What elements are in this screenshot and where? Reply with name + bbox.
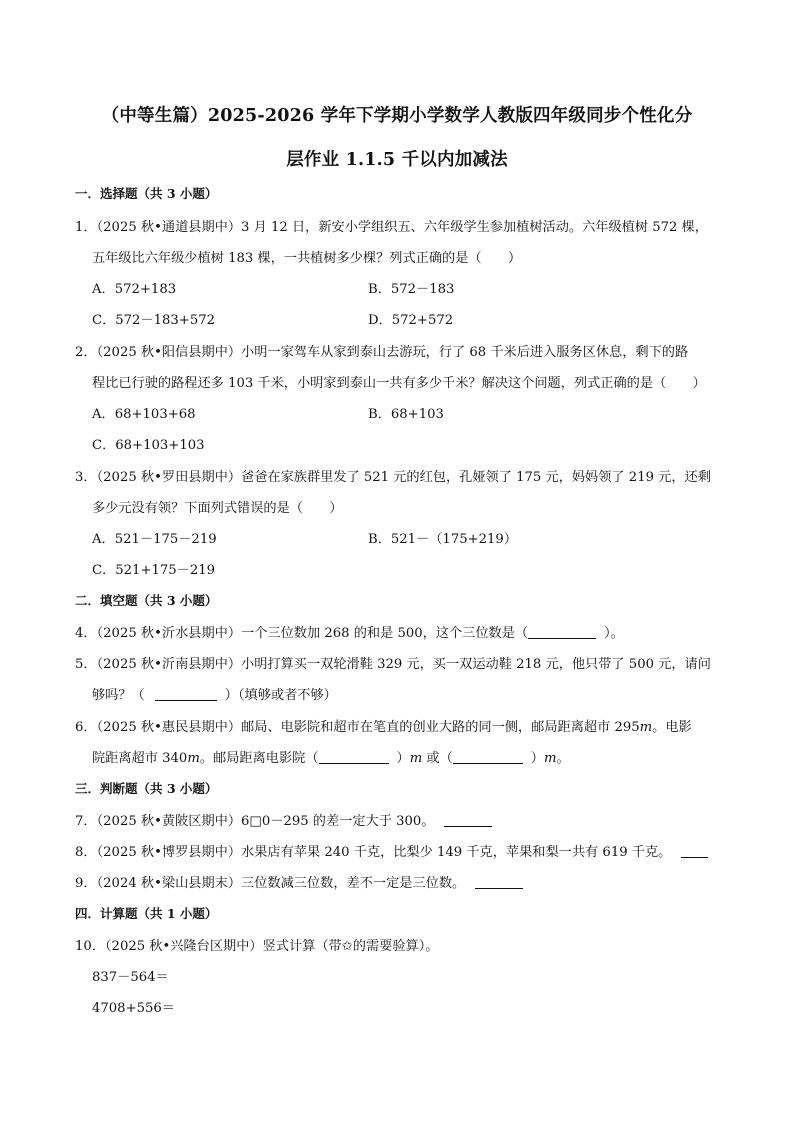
question-6-paren-2: ） <box>530 751 544 766</box>
question-3-option-a[interactable]: A．521－175－219 <box>92 532 217 547</box>
question-6-paren: ） <box>396 751 410 766</box>
question-5-text-end: ）（填够或者不够） <box>224 688 337 703</box>
unit-m: m <box>543 751 557 766</box>
question-1-line-1: 1．（2025 秋•通道县期中）3 月 12 日，新安小学组织五、六年级学生参加植树活动。六年级植树 572 棵， <box>75 220 708 235</box>
question-6-answer-blank-2[interactable] <box>453 750 523 764</box>
question-3-option-c[interactable]: C．521+175－219 <box>92 563 216 578</box>
document-title-line-1: （中等生篇）2025-2026 学年下学期小学数学人教版四年级同步个性化分 <box>101 106 693 126</box>
question-10-expression-1: 837－564＝ <box>92 970 169 985</box>
question-4-text-end: ）。 <box>604 626 624 641</box>
question-8-line <box>75 841 708 860</box>
question-7-text: 7．（2025 秋•黄陂区期中）6□0－295 的差一定大于 300。 <box>75 814 435 829</box>
question-1-option-d[interactable]: D．572+572 <box>368 313 454 328</box>
question-3-option-b[interactable]: B．521－（175+219） <box>368 532 518 547</box>
question-7-line <box>75 810 492 829</box>
question-2-option-c[interactable]: C．68+103+103 <box>92 438 205 453</box>
question-6-line-2 <box>92 747 570 766</box>
unit-m: m <box>639 720 653 735</box>
question-3-line-1: 3．（2025 秋•罗田县期中）爸爸在家族群里发了 521 元的红包，孔娅领了 175 元，妈妈领了 219 元，还剩 <box>75 470 711 485</box>
question-4-line <box>75 622 624 641</box>
question-2-option-a[interactable]: A．68+103+68 <box>92 407 196 422</box>
question-6-line-1 <box>75 716 692 735</box>
question-4-answer-blank[interactable] <box>528 625 596 639</box>
question-8-answer-blank[interactable] <box>681 844 708 858</box>
question-6-text: 6．（2025 秋•惠民县期中）邮局、电影院和超市在笔直的创业大路的同一侧，邮局距离超市 295 <box>75 720 640 735</box>
section-heading-choice: 一．选择题（共 3 小题） <box>75 186 218 201</box>
question-1-option-b[interactable]: B．572－183 <box>368 282 455 297</box>
question-6-or: 或（ <box>422 751 453 766</box>
question-5-text: 够吗？（ <box>92 688 145 703</box>
question-8-text: 8．（2025 秋•博罗县期中）水果店有苹果 240 千克，比梨少 149 千克，苹果和梨一共有 619 千克。 <box>75 845 672 860</box>
question-3-line-2: 多少元没有领？下面列式错误的是（ ） <box>92 501 343 516</box>
question-2-line-1: 2．（2025 秋•阳信县期中）小明一家驾车从家到泰山去游玩，行了 68 千米后进入服务区休息，剩下的路 <box>75 345 689 360</box>
question-1-option-a[interactable]: A．572+183 <box>92 282 177 297</box>
question-9-text: 9．（2024 秋•梁山县期末）三位数减三位数，差不一定是三位数。 <box>75 876 466 891</box>
question-6-text-3: 。邮局距离电影院（ <box>199 751 319 766</box>
question-9-answer-blank[interactable] <box>475 875 523 889</box>
section-heading-judge: 三．判断题（共 3 小题） <box>75 781 218 796</box>
document-title-line-2: 层作业 1.1.5 千以内加减法 <box>286 150 508 170</box>
question-6-text-2: 院距离超市 340 <box>92 751 188 766</box>
question-2-option-b[interactable]: B．68+103 <box>368 407 444 422</box>
question-6-answer-blank-1[interactable] <box>319 750 389 764</box>
question-9-line <box>75 872 523 891</box>
question-4-text: 4．（2025 秋•沂水县期中）一个三位数加 268 的和是 500，这个三位数是（ <box>75 626 529 641</box>
question-5-line-1: 5．（2025 秋•沂南县期中）小明打算买一双轮滑鞋 329 元，买一双运动鞋 218 元，他只带了 500 元，请问 <box>75 657 711 672</box>
question-2-line-2: 程比已行驶的路程还多 103 千米，小明家到泰山一共有多少千米？解决这个问题，列式正确的是（ ） <box>92 376 706 391</box>
question-10-expression-2: 4708+556＝ <box>92 1001 175 1016</box>
question-6-text-cont: 。电影 <box>652 720 692 735</box>
question-7-answer-blank[interactable] <box>444 813 492 827</box>
question-10-line-1: 10．（2025 秋•兴隆台区期中）竖式计算（带✩的需要验算）。 <box>75 939 439 954</box>
section-heading-calc: 四．计算题（共 1 小题） <box>75 906 218 921</box>
question-5-line-2 <box>92 684 337 703</box>
question-1-line-2: 五年级比六年级少植树 183 棵，一共植树多少棵？列式正确的是（ ） <box>92 251 522 266</box>
question-1-option-c[interactable]: C．572－183+572 <box>92 313 216 328</box>
unit-m: m <box>409 751 423 766</box>
question-6-end: 。 <box>556 751 570 766</box>
section-heading-fill: 二．填空题（共 3 小题） <box>75 593 218 608</box>
question-5-answer-blank[interactable] <box>155 687 217 701</box>
unit-m: m <box>187 751 200 766</box>
